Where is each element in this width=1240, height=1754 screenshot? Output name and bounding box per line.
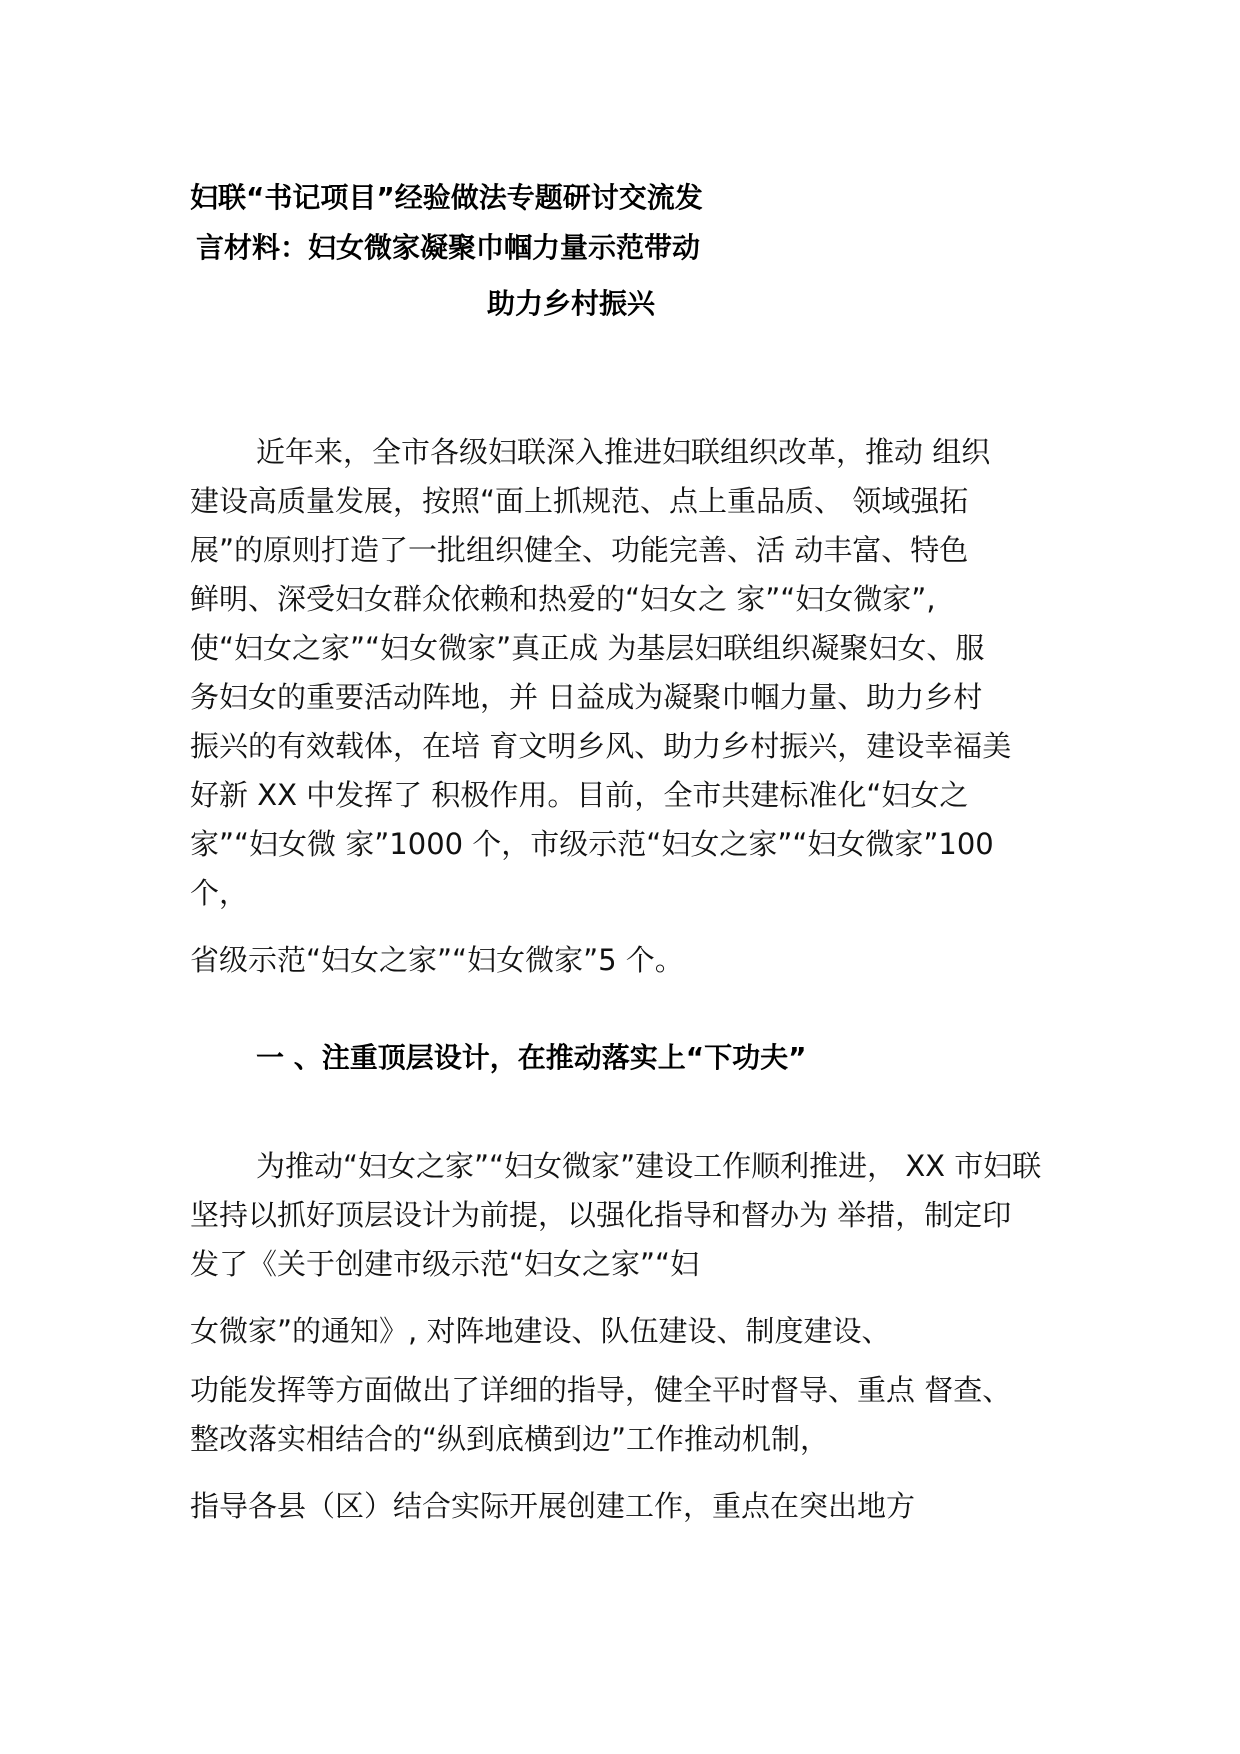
paragraph-1-line-3: 展”的原则打造了一批组织健全、功能完善、活 动丰富、特色 [190,533,969,567]
paragraph-1-line-10: 个， [190,876,249,910]
paragraph-3-line-1: 为推动“妇女之家”“妇女微家”建设工作顺利推进， XX 市妇联 [256,1149,1042,1183]
paragraph-1-line-1: 近年来，全市各级妇联深入推进妇联组织改革，推动 组织 [256,435,991,469]
paragraph-4-line-2: 功能发挥等方面做出了详细的指导，健全平时督导、重点 督查、 [190,1373,1012,1407]
paragraph-3-line-2: 坚持以抓好顶层设计为前提，以强化指导和督办为 举措，制定印 [190,1198,1012,1232]
paragraph-5-line-1: 指导各县（区）结合实际开展创建工作，重点在突出地方 [190,1489,916,1523]
paragraph-4-line-1: 女微家”的通知》, 对阵地建设、队伍建设、制度建设、 [190,1314,891,1348]
section-1-heading: 一 、注重顶层设计，在推动落实上“下功夫” [256,1041,807,1074]
paragraph-1-line-7: 振兴的有效载体，在培 育文明乡风、助力乡村振兴，建设幸福美 [190,729,1012,763]
paragraph-1-line-2: 建设高质量发展，按照“面上抓规范、点上重品质、 领域强拓 [190,484,969,518]
paragraph-4-line-3: 整改落实相结合的“纵到底横到边”工作推动机制， [190,1422,830,1456]
paragraph-2-line-1: 省级示范“妇女之家”“妇女微家”5 个。 [190,943,684,977]
document-title-line-2: 言材料：妇女微家凝聚巾帼力量示范带动 [196,231,701,264]
paragraph-1-line-4: 鲜明、深受妇女群众依赖和热爱的“妇女之 家”“妇女微家”, [190,582,936,616]
document-title-line-3: 助力乡村振兴 [487,287,656,320]
paragraph-1-line-5: 使“妇女之家”“妇女微家”真正成 为基层妇联组织凝聚妇女、服 [190,631,985,665]
paragraph-1-line-8: 好新 XX 中发挥了 积极作用。目前，全市共建标准化“妇女之 [190,778,969,812]
paragraph-1-line-6: 务妇女的重要活动阵地，并 日益成为凝聚巾帼力量、助力乡村 [190,680,983,714]
paragraph-3-line-3: 发了《关于创建市级示范“妇女之家”“妇 [190,1247,700,1281]
document-title-line-1: 妇联“书记项目”经验做法专题研讨交流发 [190,181,703,214]
paragraph-1-line-9: 家”“妇女微 家”1000 个，市级示范“妇女之家”“妇女微家”100 [190,827,994,861]
